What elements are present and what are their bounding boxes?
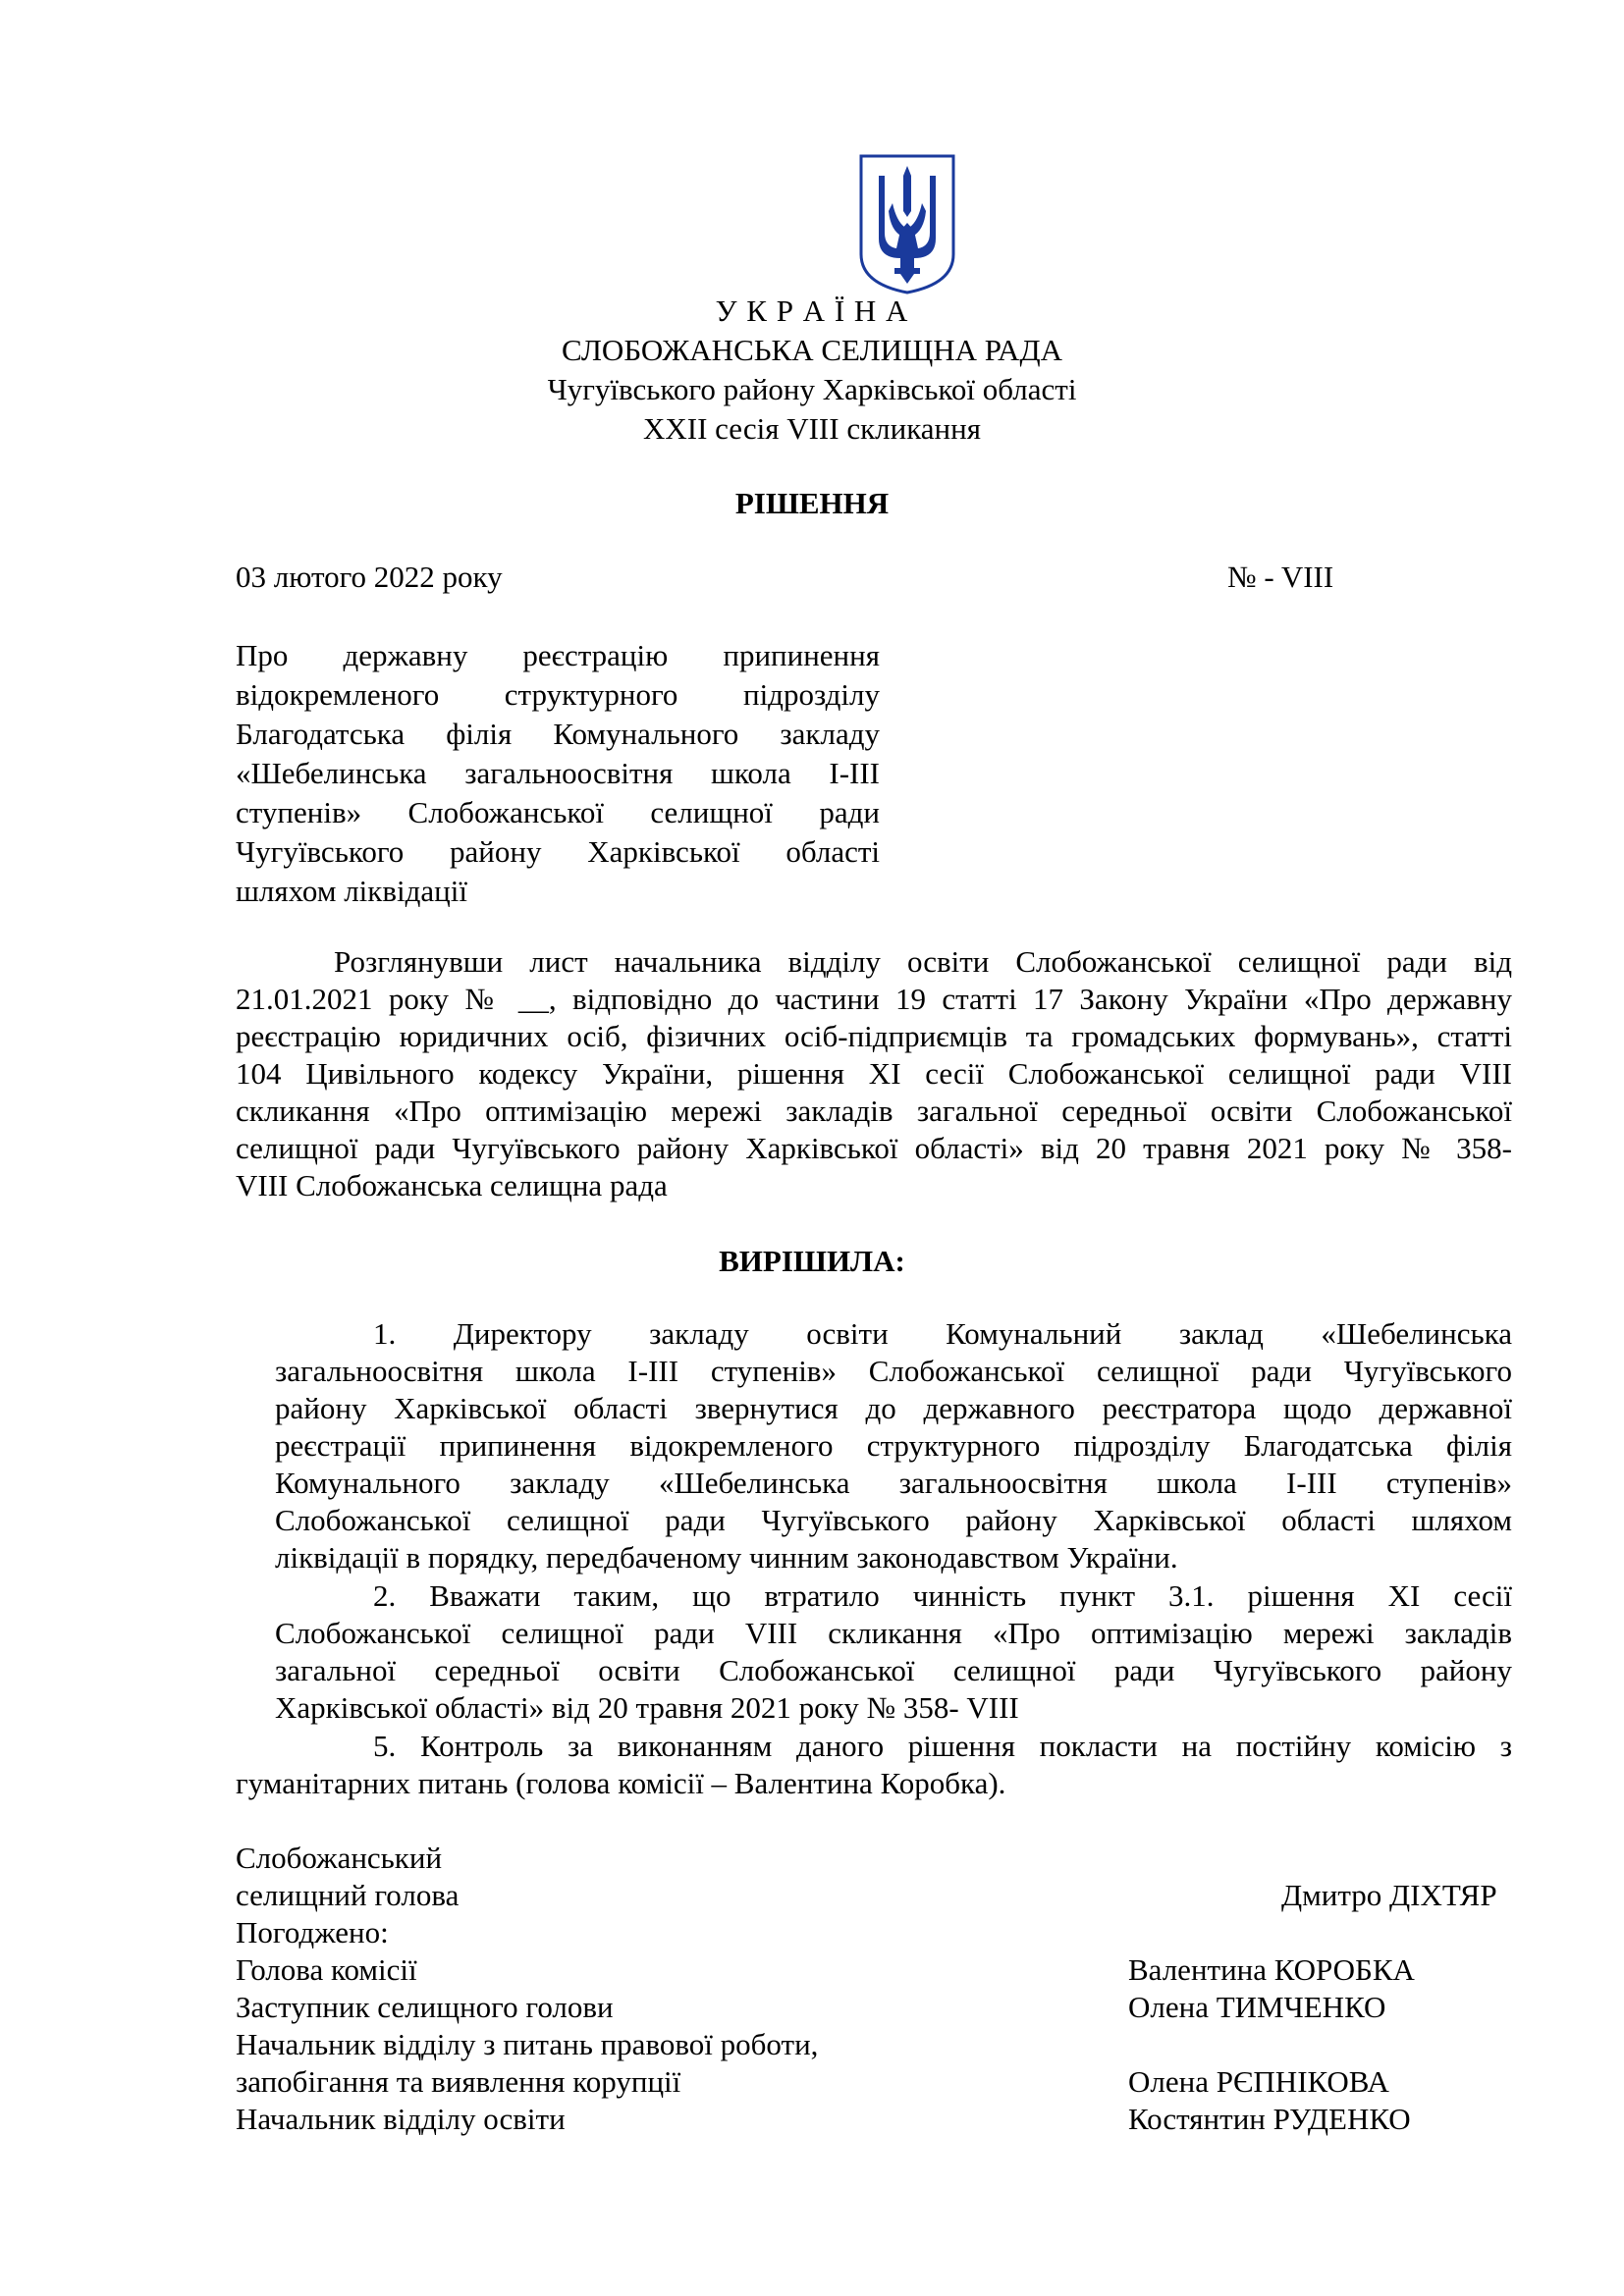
- document-type: РІШЕННЯ: [734, 486, 890, 520]
- item-line: Слобожанської селищної ради Чугуївського району Харківської області шляхом: [275, 1503, 1512, 1537]
- item-line: 5. Контроль за виконанням даного рішення покласти на постійну комісію з: [373, 1729, 1512, 1763]
- subject-line: ступенів» Слобожанської селищної ради: [236, 795, 880, 829]
- decided-heading: ВИРІШИЛА:: [719, 1244, 905, 1278]
- trident-emblem-icon: [857, 152, 957, 295]
- subject-line: відокремленого структурного підрозділу: [236, 677, 880, 712]
- item-line: Комунального закладу «Шебелинська загальноосвітня школа І-ІІІ ступенів»: [275, 1466, 1512, 1500]
- subject-line: Про державну реєстрацію припинення: [236, 638, 880, 672]
- item-line: ліквідації в порядку, передбаченому чинним законодавством України.: [275, 1540, 1178, 1575]
- signatory-title: Начальник відділу з питань правової роботи,: [236, 2027, 819, 2061]
- decision-number: № - VIII: [1227, 560, 1334, 594]
- head-name: Дмитро ДІХТЯР: [1281, 1878, 1497, 1912]
- subject-line: «Шебелинська загальноосвітня школа І-ІІІ: [236, 756, 880, 790]
- signatory-name: Костянтин РУДЕНКО: [1128, 2102, 1411, 2136]
- item-line: загальноосвітня школа І-ІІІ ступенів» Слобожанської селищної ради Чугуївського: [275, 1354, 1512, 1388]
- signatory-name: Олена ТИМЧЕНКО: [1128, 1990, 1386, 2024]
- preamble-line: Розглянувши лист начальника відділу освіти Слобожанської селищної ради від: [334, 944, 1512, 979]
- decision-date: 03 лютого 2022 року: [236, 560, 503, 594]
- preamble-line: VIII Слобожанська селищна рада: [236, 1168, 668, 1202]
- preamble-line: селищної ради Чугуївського району Харківської області» від 20 травня 2021 року № 358-: [236, 1131, 1512, 1165]
- item-line: Харківської області» від 20 травня 2021 року № 358- VIII: [275, 1690, 1019, 1725]
- subject-line: Чугуївського району Харківської області: [236, 834, 880, 869]
- preamble-line: скликання «Про оптимізацію мережі закладів загальної середньої освіти Слобожанської: [236, 1094, 1512, 1128]
- signatory-title: Заступник селищного голови: [236, 1990, 614, 2024]
- preamble-line: 104 Цивільного кодексу України, рішення ХІ сесії Слобожанської селищної ради VIII: [236, 1056, 1512, 1091]
- item-line: Слобожанської селищної ради VIII скликання «Про оптимізацію мережі закладів: [275, 1616, 1512, 1650]
- district-name: Чугуївського району Харківської області: [547, 372, 1077, 406]
- signatory-title: Начальник відділу освіти: [236, 2102, 566, 2136]
- signatory-title: запобігання та виявлення корупції: [236, 2064, 681, 2099]
- item-line: 2. Вважати таким, що втратило чинність пункт 3.1. рішення ХІ сесії: [373, 1578, 1512, 1613]
- item-line: району Харківської області звернутися до державного реєстратора щодо державної: [275, 1391, 1512, 1425]
- session-name: XXII сесія VIII скликання: [643, 411, 981, 446]
- signatory-name: Олена РЄПНІКОВА: [1128, 2064, 1389, 2099]
- agreed-label: Погоджено:: [236, 1915, 389, 1949]
- signatory-title: Голова комісії: [236, 1952, 417, 1987]
- preamble-line: реєстрацію юридичних осіб, фізичних осіб-підприємців та громадських формувань», статті: [236, 1019, 1512, 1053]
- council-name: СЛОБОЖАНСЬКА СЕЛИЩНА РАДА: [562, 333, 1062, 367]
- item-line: реєстрації припинення відокремленого структурного підрозділу Благодатська філія: [275, 1428, 1512, 1463]
- head-title-line-2: селищний голова: [236, 1878, 460, 1912]
- subject-line: Благодатська філія Комунального закладу: [236, 717, 880, 751]
- country-name: У К Р А Ї Н А: [715, 294, 909, 328]
- subject-line: шляхом ліквідації: [236, 874, 467, 908]
- head-title-line-1: Слобожанський: [236, 1841, 443, 1875]
- preamble-line: 21.01.2021 року № __, відповідно до частини 19 статті 17 Закону України «Про державну: [236, 982, 1512, 1016]
- item-line: загальної середньої освіти Слобожанської селищної ради Чугуївського району: [275, 1653, 1512, 1687]
- item-line: гуманітарних питань (голова комісії – Валентина Коробка).: [236, 1766, 1006, 1800]
- item-line: 1. Директору закладу освіти Комунальний заклад «Шебелинська: [373, 1316, 1512, 1351]
- signatory-name: Валентина КОРОБКА: [1128, 1952, 1415, 1987]
